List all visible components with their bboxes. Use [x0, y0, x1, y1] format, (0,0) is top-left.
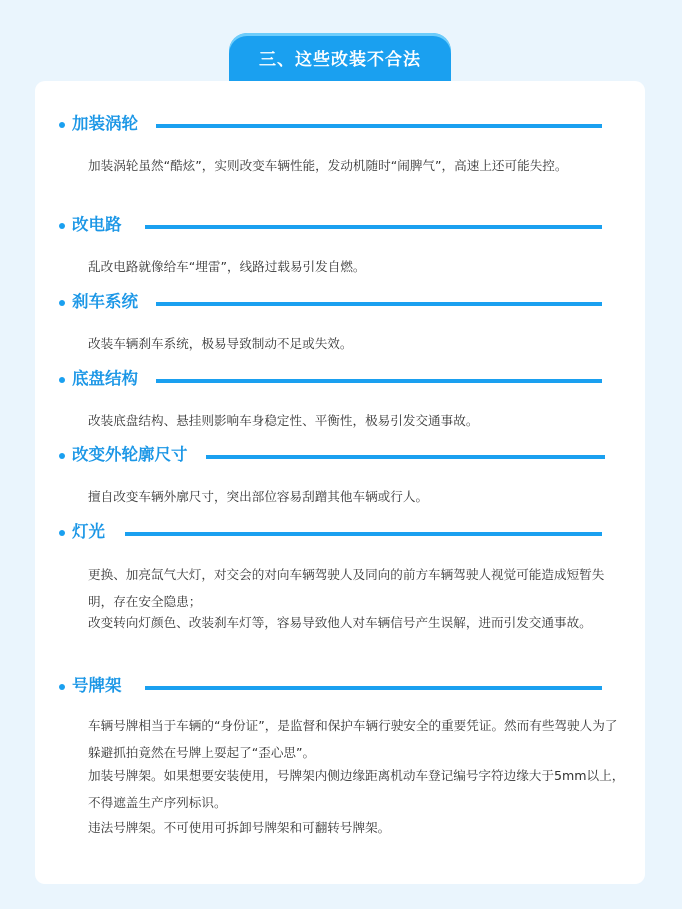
section-paragraph: 违法号牌架。不可使用可拆卸号牌架和可翻转号牌架。 — [88, 820, 391, 835]
section-plate-frame — [35, 674, 645, 698]
section-heading — [35, 674, 645, 698]
section-paragraph: 乱改电路就像给车“埋雷”，线路过载易引发自燃。 — [88, 259, 366, 274]
section-heading — [35, 213, 645, 237]
section-title: 改变外轮廓尺寸 — [72, 445, 188, 464]
bullet-dot-icon — [59, 223, 65, 229]
section-paragraph: 改装车辆刹车系统，极易导致制动不足或失效。 — [88, 336, 353, 351]
section-lights — [35, 520, 645, 544]
section-circuit — [35, 213, 645, 237]
content-card — [35, 81, 645, 884]
section-heading — [35, 443, 645, 467]
bullet-dot-icon — [59, 300, 65, 306]
section-title: 底盘结构 — [72, 369, 138, 388]
heading-rule — [145, 686, 602, 690]
heading-rule — [145, 225, 602, 229]
section-paragraph: 改变转向灯颜色、改装刹车灯等，容易导致他人对车辆信号产生误解，进而引发交通事故。 — [88, 615, 592, 630]
section-title: 改电路 — [72, 215, 122, 234]
section-header-tab — [229, 33, 451, 81]
section-turbo — [35, 112, 645, 136]
section-paragraph: 加装涡轮虽然“酷炫”，实则改变车辆性能，发动机随时“闹脾气”，高速上还可能失控。 — [88, 158, 568, 173]
heading-rule — [125, 532, 602, 536]
bullet-dot-icon — [59, 122, 65, 128]
section-heading — [35, 520, 645, 544]
heading-rule — [156, 379, 602, 383]
heading-rule — [156, 124, 602, 128]
section-paragraph: 擅自改变车辆外廓尺寸，突出部位容易刮蹭其他车辆或行人。 — [88, 489, 429, 504]
section-paragraph: 改装底盘结构、悬挂则影响车身稳定性、平衡性，极易引发交通事故。 — [88, 413, 479, 428]
section-heading — [35, 290, 645, 314]
section-title: 加装涡轮 — [72, 114, 138, 133]
section-title: 刹车系统 — [72, 292, 138, 311]
section-brake — [35, 290, 645, 314]
section-dimensions — [35, 443, 645, 467]
heading-rule — [206, 455, 605, 459]
section-paragraph: 车辆号牌相当于车辆的“身份证”，是监督和保护车辆行驶安全的重要凭证。然而有些驾驶人为了躲避抓拍竟然在号牌上耍起了“歪心思”。 — [88, 718, 618, 760]
heading-rule — [156, 302, 602, 306]
section-heading — [35, 367, 645, 391]
bullet-dot-icon — [59, 377, 65, 383]
bullet-dot-icon — [59, 684, 65, 690]
bullet-dot-icon — [59, 530, 65, 536]
section-paragraph: 加装号牌架。如果想要安装使用，号牌架内侧边缘距离机动车登记编号字符边缘大于5mm以上，不得遮盖生产序列标识。 — [88, 768, 625, 810]
section-title: 灯光 — [72, 522, 105, 541]
section-heading — [35, 112, 645, 136]
section-chassis — [35, 367, 645, 391]
section-title: 号牌架 — [72, 676, 122, 695]
bullet-dot-icon — [59, 453, 65, 459]
section-paragraph: 更换、加亮氙气大灯，对交会的对向车辆驾驶人及同向的前方车辆驾驶人视觉可能造成短暂失明，存在安全隐患； — [88, 567, 605, 609]
section-header-title: 三、这些改装不合法 — [259, 49, 421, 70]
